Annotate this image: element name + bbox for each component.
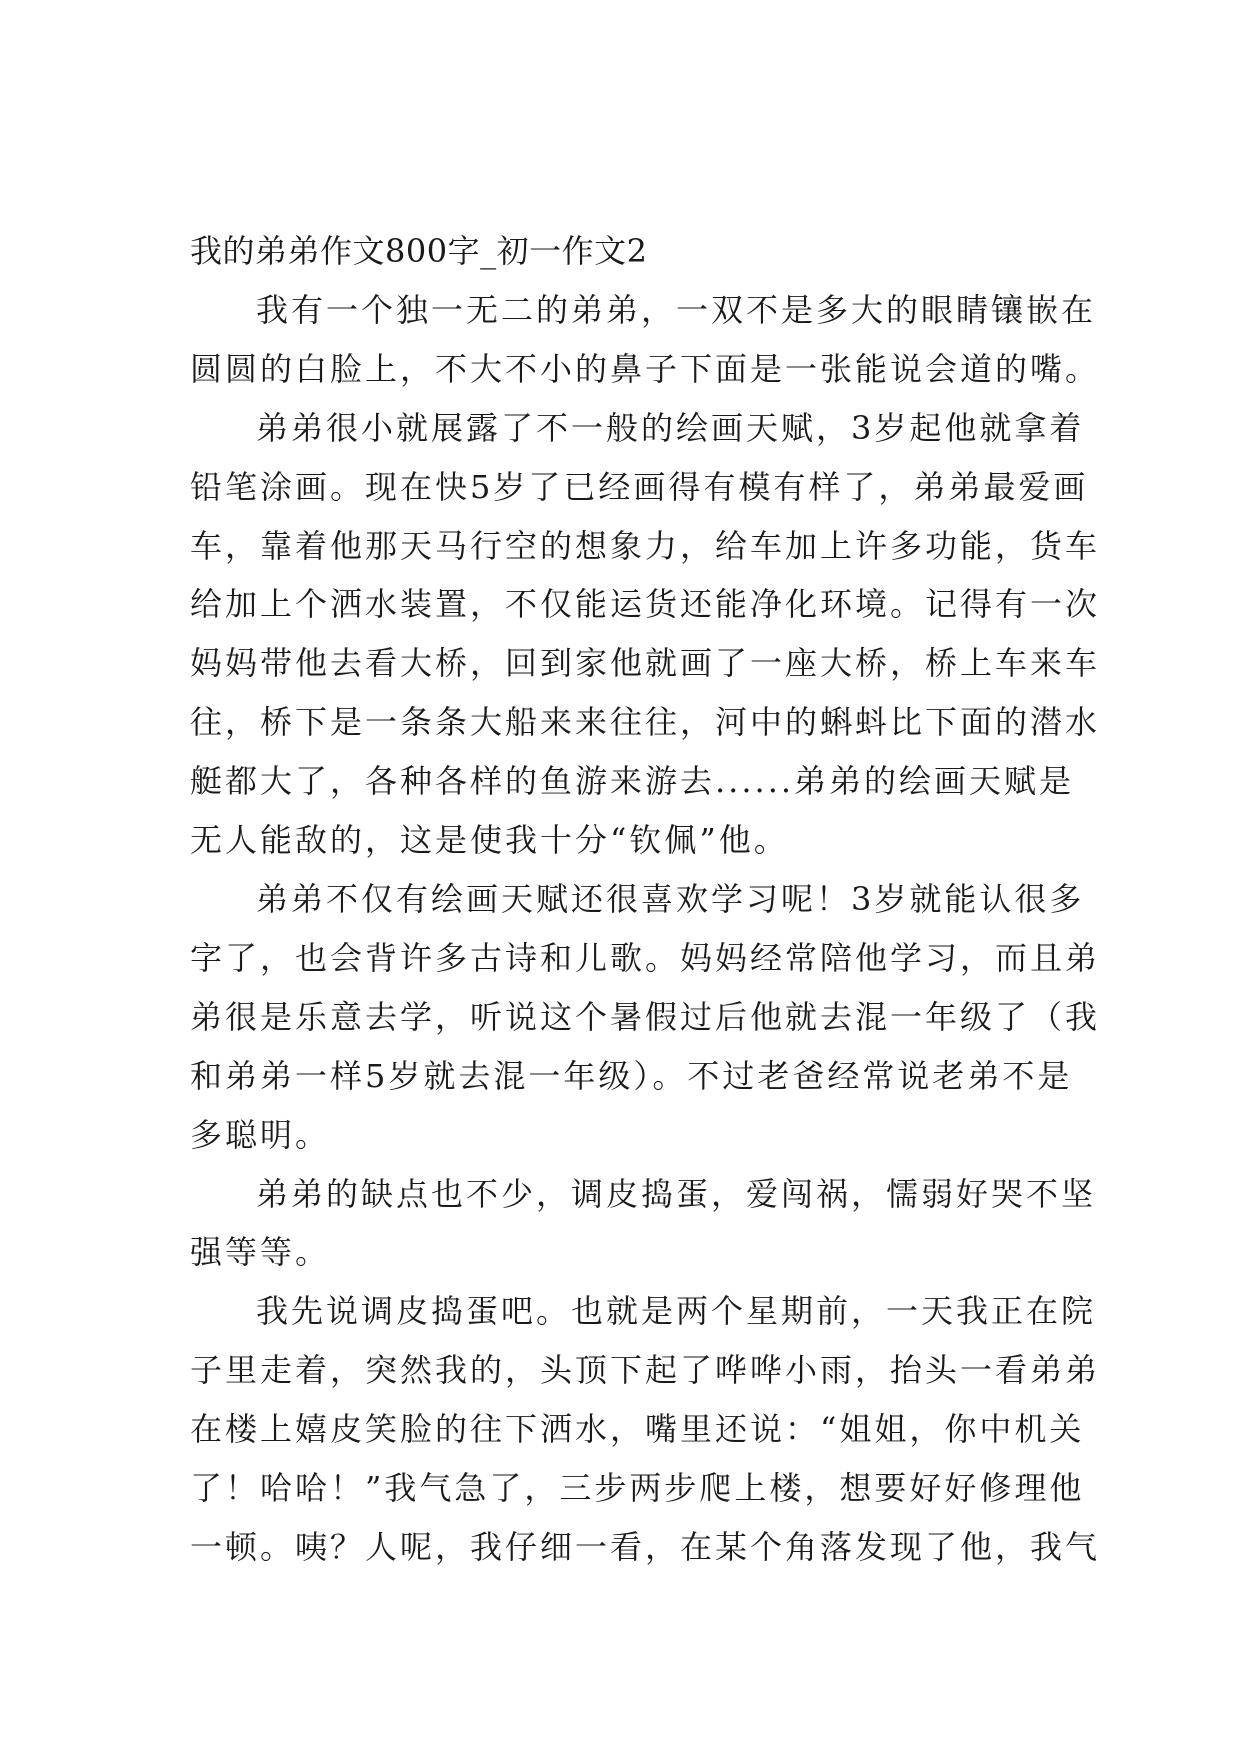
text-line: 弟弟不仅有绘画天赋还很喜欢学习呢！3岁就能认很多: [256, 879, 1085, 918]
text-line: 字了，也会背许多古诗和儿歌。妈妈经常陪他学习，而且弟: [190, 938, 1101, 977]
text-line: 强等等。: [190, 1233, 331, 1272]
text-line: 弟很是乐意去学，听说这个暑假过后他就去混一年级了（我: [190, 997, 1101, 1036]
text-line: 我先说调皮捣蛋吧。也就是两个星期前，一天我正在院: [256, 1292, 1097, 1331]
text-line: 弟弟很小就展露了不一般的绘画天赋，3岁起他就拿着: [256, 408, 1085, 447]
text-line: 我有一个独一无二的弟弟，一双不是多大的眼睛镶嵌在: [256, 290, 1097, 329]
text-line: 给加上个洒水装置，不仅能运货还能净化环境。记得有一次: [190, 585, 1101, 624]
paragraph-2: [190, 399, 1101, 870]
text-line: 圆圆的白脸上，不大不小的鼻子下面是一张能说会道的嘴。: [190, 349, 1101, 388]
text-line: 多聪明。: [190, 1115, 331, 1154]
document-title: 我的弟弟作文800字_初一作文2: [190, 232, 648, 270]
text-line: 了！哈哈！”我气急了，三步两步爬上楼，想要好好修理他: [190, 1469, 1085, 1508]
paragraph-5: [190, 1282, 1101, 1577]
paragraph-4: [190, 1165, 1097, 1283]
text-line: 和弟弟一样5岁就去混一年级）。不过老爸经常说老弟不是: [190, 1056, 1073, 1095]
document-body: [190, 222, 1101, 1577]
text-line: 艇都大了，各种各样的鱼游来游去......弟弟的绘画天赋是: [190, 762, 1075, 801]
text-line: 弟弟的缺点也不少，调皮捣蛋，爱闯祸，懦弱好哭不坚: [256, 1174, 1097, 1213]
text-line: 在楼上嬉皮笑脸的往下洒水，嘴里还说：“姐姐，你中机关: [190, 1410, 1085, 1449]
text-line: 子里走着，突然我的，头顶下起了哗哗小雨，抬头一看弟弟: [190, 1351, 1101, 1390]
text-line: 一顿。咦？人呢，我仔细一看，在某个角落发现了他，我气: [190, 1527, 1101, 1566]
text-line: 无人能敌的，这是使我十分“钦佩”他。: [190, 821, 789, 860]
text-line: 往，桥下是一条条大船来来往往，河中的蝌蚪比下面的潜水: [190, 703, 1101, 742]
paragraph-3: [190, 870, 1101, 1165]
text-line: 车，靠着他那天马行空的想象力，给车加上许多功能，货车: [190, 526, 1101, 565]
text-line: 妈妈带他去看大桥，回到家他就画了一座大桥，桥上车来车: [190, 644, 1101, 683]
paragraph-1: [190, 281, 1101, 399]
text-line: 铅笔涂画。现在快5岁了已经画得有模有样了，弟弟最爱画: [190, 467, 1089, 506]
